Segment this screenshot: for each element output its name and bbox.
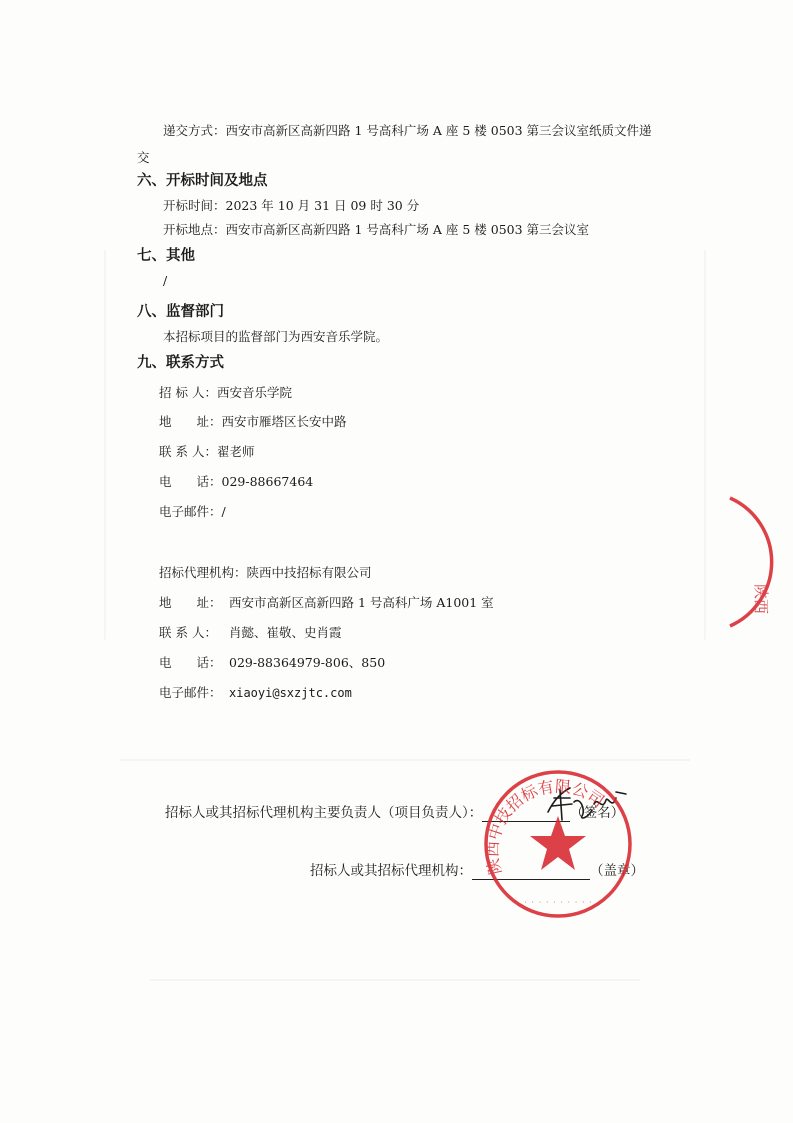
opening-place: 开标地点：西安市高新区高新四路 1 号高科广场 A 座 5 楼 0503 第三会议室 [163,222,590,237]
agency-name-row [159,564,372,582]
section-6-heading: 六、开标时间及地点 [137,173,268,189]
signature-label: 招标人或其招标代理机构主要负责人（项目负责人）： [165,805,483,821]
tenderer-contact-row [159,443,254,461]
agency-phone: 029-88364979-806、850 [229,655,386,670]
opening-time: 开标时间：2023 年 10 月 31 日 09 时 30 分 [163,198,420,213]
tenderer-email-row [159,503,226,521]
company-seal [478,764,638,924]
agency-address-row [159,594,494,612]
section-7-content: / [163,273,168,288]
tenderer-address-label: 地 址： [159,414,222,429]
section-8-heading: 八、监督部门 [137,304,224,320]
section-9-heading: 九、联系方式 [137,355,224,371]
delivery-line-1: 递交方式：西安市高新区高新四路 1 号高科广场 A 座 5 楼 0503 第三会议室纸质文件递 [163,123,652,138]
edge-seal [700,492,793,632]
agency-contact-label: 联 系 人： [159,625,217,640]
agency-email-label: 电子邮件： [159,685,222,700]
tenderer-address: 西安市雁塔区长安中路 [221,414,347,429]
delivery-line-2: 交 [137,150,150,165]
tenderer-email-label: 电子邮件： [159,504,222,519]
agency-name-label: 招标代理机构： [159,565,247,580]
agency-name: 陕西中技招标有限公司 [246,565,372,580]
section-7-heading: 七、其他 [137,248,195,264]
agency-contact-row [159,624,342,642]
agency-address-label: 地 址： [159,595,222,610]
tenderer-name-label: 招 标 人： [159,385,217,400]
agency-email-row [159,684,352,702]
tenderer-phone: 029-88667464 [221,474,314,489]
signature-suffix: （签名） [570,805,625,821]
tenderer-phone-label: 电 话： [159,474,222,489]
edge-seal-text: 陕西 [752,584,770,615]
agency-email: xiaoyi@sxzjtc.com [229,686,352,700]
tenderer-name-row [159,384,292,402]
seal-text: 陕西中技招标有限公司 [482,776,608,877]
agency-address: 西安市高新区高新四路 1 号高科广场 A1001 室 [229,595,494,610]
svg-text:· · · · · · · · · ·: · · · · · · · · · · [523,899,593,906]
tenderer-address-row [159,413,347,431]
agency-phone-row [159,654,385,672]
tenderer-name: 西安音乐学院 [216,385,292,400]
section-8-content: 本招标项目的监督部门为西安音乐学院。 [163,329,389,344]
tenderer-contact-label: 联 系 人： [159,444,217,459]
tenderer-phone-row [159,473,313,491]
agency-phone-label: 电 话： [159,655,222,670]
agency-contact: 肖懿、崔敬、史肖霞 [229,625,342,640]
tenderer-email: / [221,504,226,519]
seal-label: 招标人或其招标代理机构： [310,863,472,879]
tenderer-contact: 翟老师 [216,444,255,459]
seal-suffix: （盖章） [590,863,644,879]
